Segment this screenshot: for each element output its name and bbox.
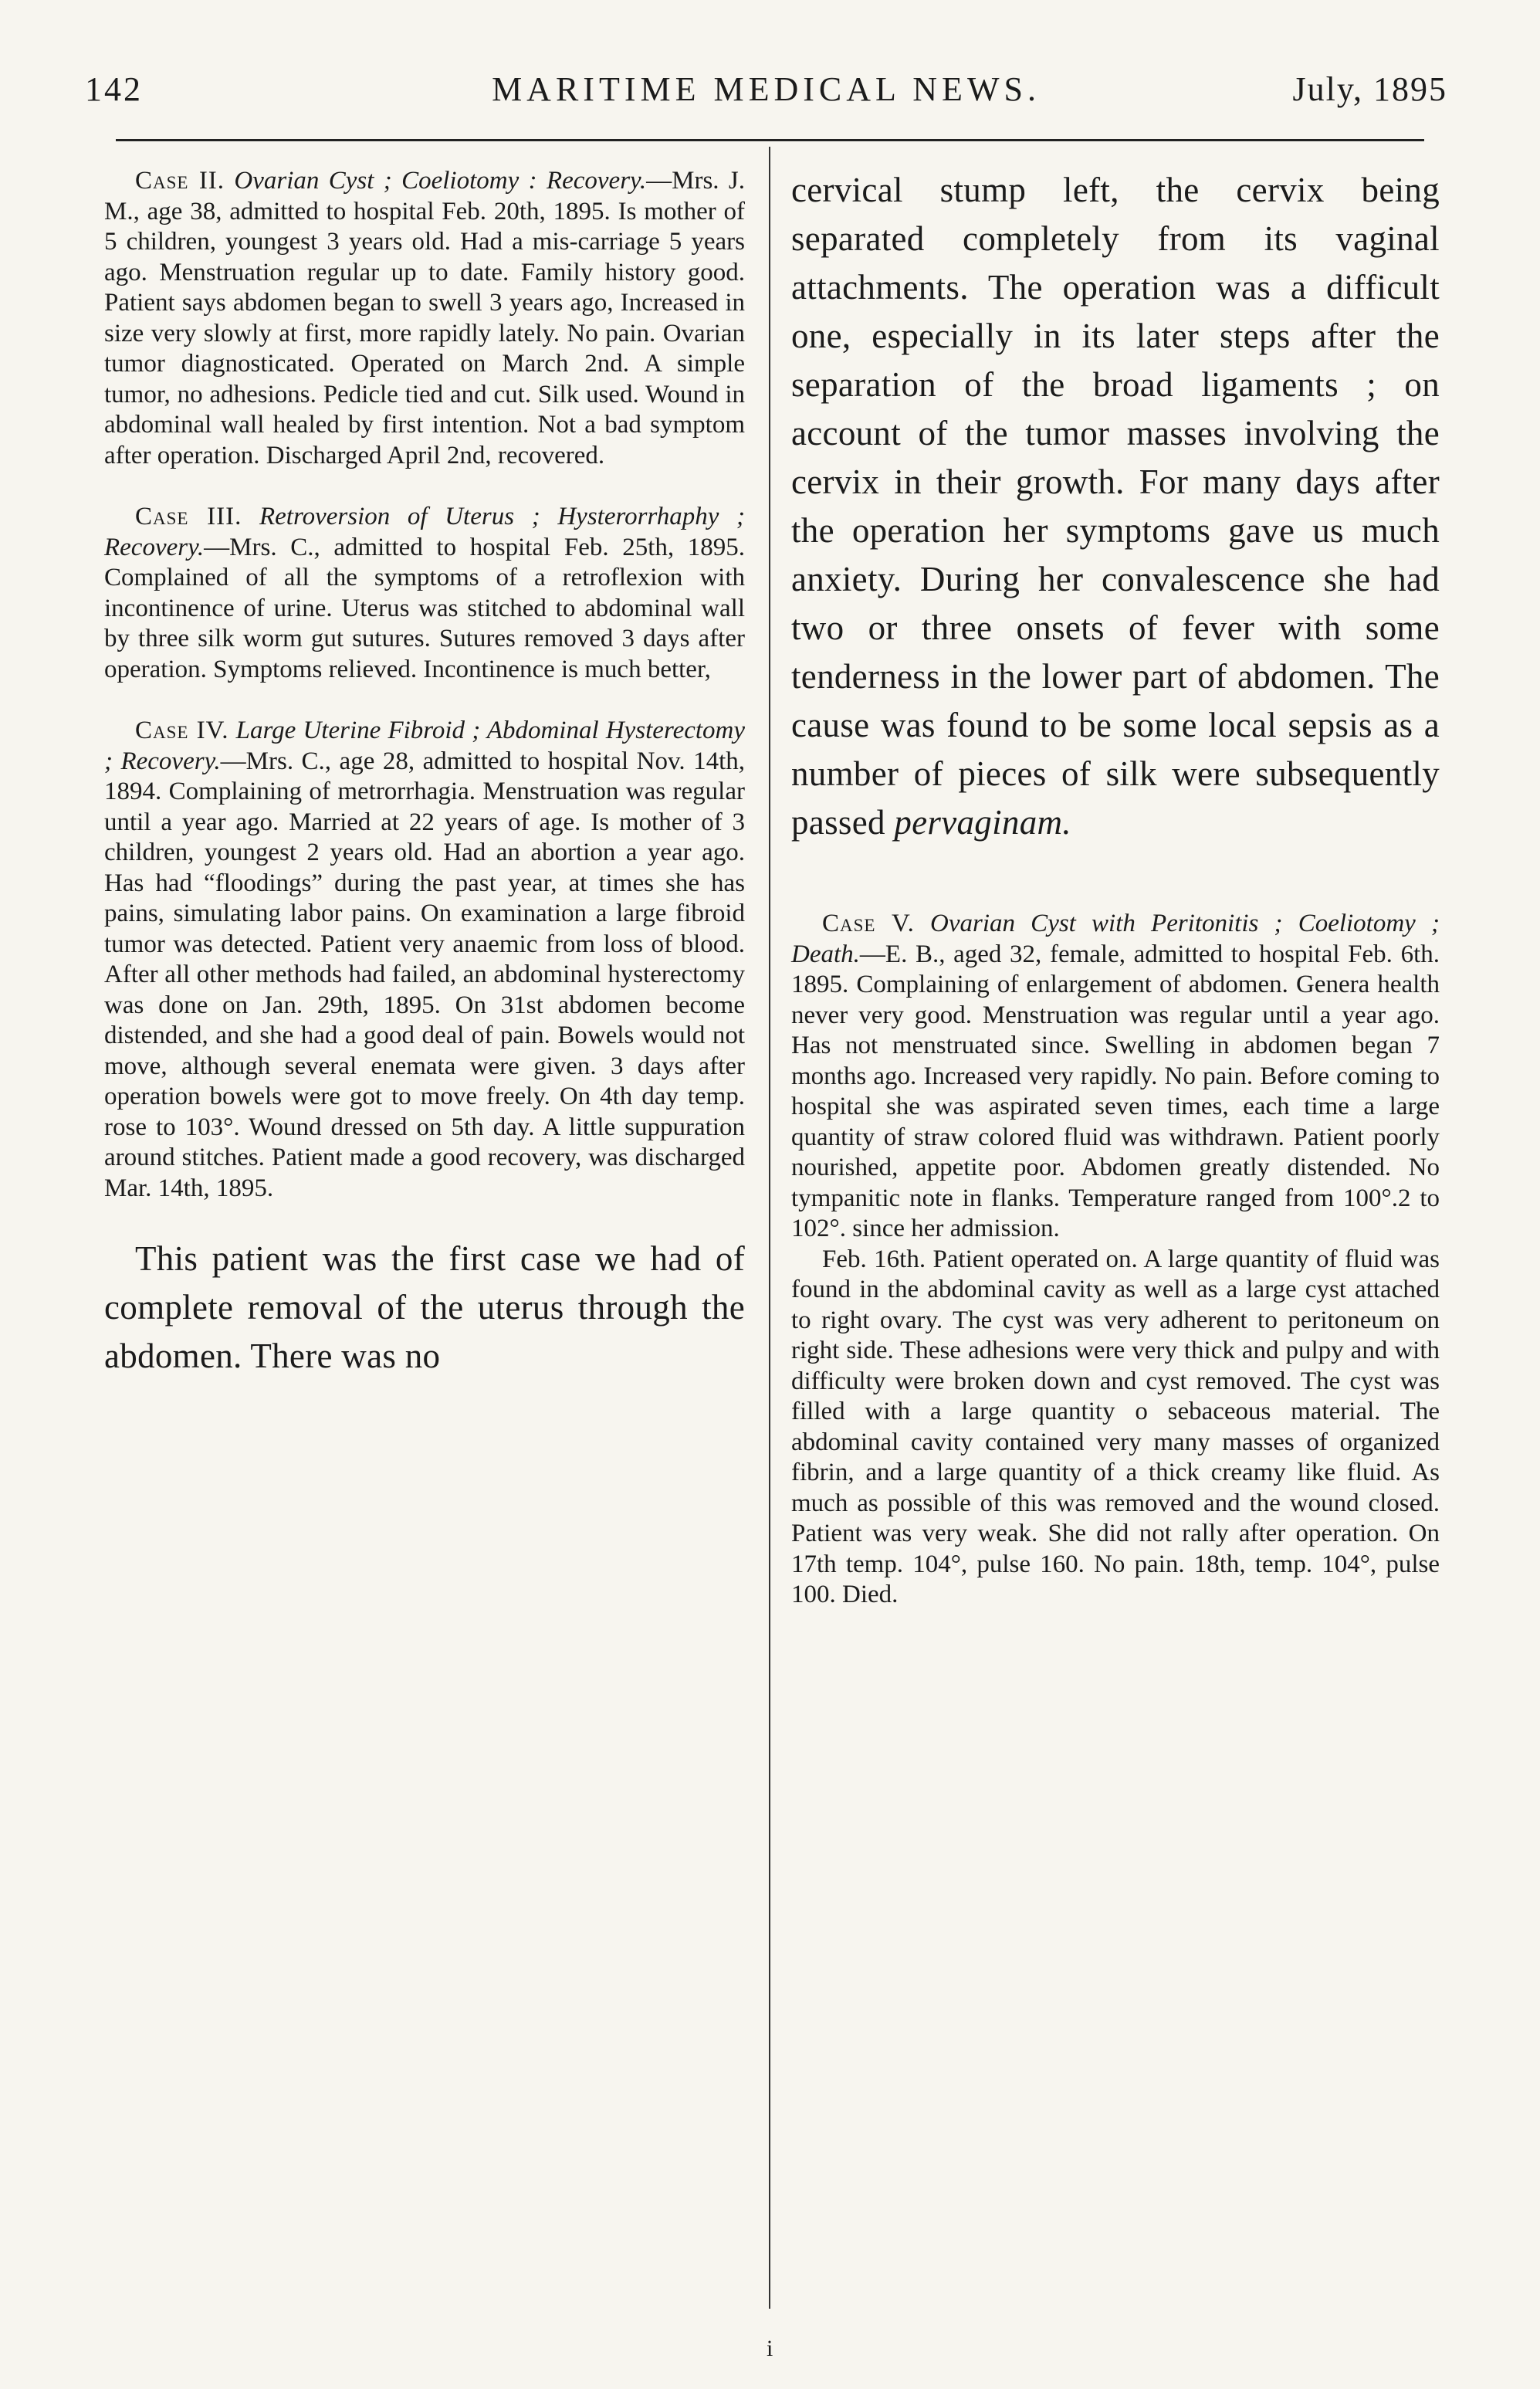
- case-2-label: Case II.: [135, 167, 225, 195]
- case-5-label: Case V.: [822, 910, 915, 937]
- header-rule: [116, 139, 1424, 141]
- editorial-note-end-italic: pervaginam.: [894, 803, 1071, 842]
- case-3-text: —Mrs. C., admitted to hospital Feb. 25th, 1895. Complained of all the symptoms of a retroflexion with incontinence of urine. Uterus was stitched to abdominal wall by three silk worm gut sutures. Sutures removed 3 days after operation. Symptoms relieved. Incontinence is much better,: [104, 533, 745, 683]
- right-column: [791, 166, 1440, 1611]
- case-4-title: Large Uterine Fibroid ; Abdominal Hysterectomy ; Recovery.: [104, 717, 746, 775]
- editorial-note-end: [791, 166, 1440, 847]
- case-4-text: —Mrs. C., age 28, admitted to hospital Nov. 14th, 1894. Complaining of metrorrhagia. Menstruation was regular until a year ago. Married at 22 years of age. Is mother of 3 children, youngest 2 years old. Had an abortion a year ago. Has had “floodings” during the past year, at times she has pains, simulating labor pains. On examination a large fibroid tumor was detected. Patient very anaemic from loss of blood. After all other methods had failed, an abdominal hysterectomy was done on Jan. 29th, 1895. On 31st abdomen become distended, and she had a good deal of pain. Bowels would not move, although several enemata were given. 3 days after operation bowels were got to move freely. On 4th day temp. rose to 103°. Wound dressed on 5th day. A little suppuration around stitches. Patient made a good recovery, was discharged Mar. 14th, 1895.: [104, 747, 745, 1202]
- case-5-text: —E. B., aged 32, female, admitted to hospital Feb. 6th. 1895. Complaining of enlargement of abdomen. Genera health never very good. Menstruation was regular until a year ago. Has not menstruated since. Swelling in abdomen began 7 months ago. Increased very rapidly. No pain. Before coming to hospital she was aspirated seven times, each time a large quantity of straw colored fluid was withdrawn. Patient poorly nourished, appetite poor. Abdomen greatly distended. No tympanitic note in flanks. Temperature ranged from 100°.2 to 102°. since her admission.: [791, 940, 1440, 1242]
- left-column: [104, 166, 745, 1381]
- case-3-title: Retroversion of Uterus ; Hysterorrhaphy ; Recovery.: [104, 503, 745, 561]
- case-2: [104, 166, 745, 471]
- case-5-continued: Feb. 16th. Patient operated on. A large quantity of fluid was found in the abdominal cavity as well as a large cyst attached to right ovary. The cyst was very adherent to peritoneum on right side. These adhesions were very thick and pulpy and with difficulty were broken down and cyst removed. The cyst was filled with a large quantity o sebaceous material. The abdominal cavity contained very many masses of organized fibrin, and a large quantity of a thick creamy like fluid. As much as possible of this was removed and the wound closed. Patient was very weak. She did not rally after operation. On 17th temp. 104°, pulse 160. No pain. 18th, temp. 104°, pulse 100. Died.: [791, 1245, 1440, 1608]
- issue-date: July, 1895: [1292, 70, 1447, 108]
- editorial-note-end-text: cervical stump left, the cervix being separated completely from its vaginal attachments. The operation was a difficult one, especially in its later steps after the separation of the broad ligaments ; on account of the tumor masses involving the cervix in their growth. For many days after the operation her symptoms gave us much anxiety. During her convalescence she had two or three onsets of fever with some tenderness in the lower part of abdomen. The cause was found to be some local sepsis as a number of pieces of silk were subsequently passed: [791, 171, 1440, 842]
- case-5-title: Ovarian Cyst with Peritonitis ; Coeliotomy ; Death.: [791, 910, 1440, 968]
- footer-mark: i: [767, 2336, 773, 2361]
- case-3: [104, 502, 745, 685]
- case-2-title: Ovarian Cyst ; Coeliotomy : Recovery.: [234, 167, 647, 195]
- case-5: [791, 909, 1440, 1245]
- page-header: [85, 69, 1447, 124]
- case-4-label: Case IV.: [135, 717, 229, 744]
- case-4: [104, 716, 745, 1204]
- page-number: 142: [85, 70, 143, 108]
- editorial-note-start: This patient was the first case we had of complete removal of the uterus through the abdomen. There was no: [104, 1239, 745, 1375]
- journal-title: MARITIME MEDICAL NEWS.: [492, 70, 1041, 108]
- case-3-label: Case III.: [135, 503, 242, 530]
- case-2-text: —Mrs. J. M., age 38, admitted to hospital Feb. 20th, 1895. Is mother of 5 children, youngest 3 years old. Had a mis-carriage 5 years ago. Menstruation regular up to date. Family history good. Patient says abdomen began to swell 3 years ago, Increased in size very slowly at first, more rapidly lately. No pain. Ovarian tumor diagnosticated. Operated on March 2nd. A simple tumor, no adhesions. Pedicle tied and cut. Silk used. Wound in abdominal wall healed by first intention. Not a bad symptom after operation. Discharged April 2nd, recovered.: [104, 167, 745, 469]
- column-divider: [769, 147, 770, 2309]
